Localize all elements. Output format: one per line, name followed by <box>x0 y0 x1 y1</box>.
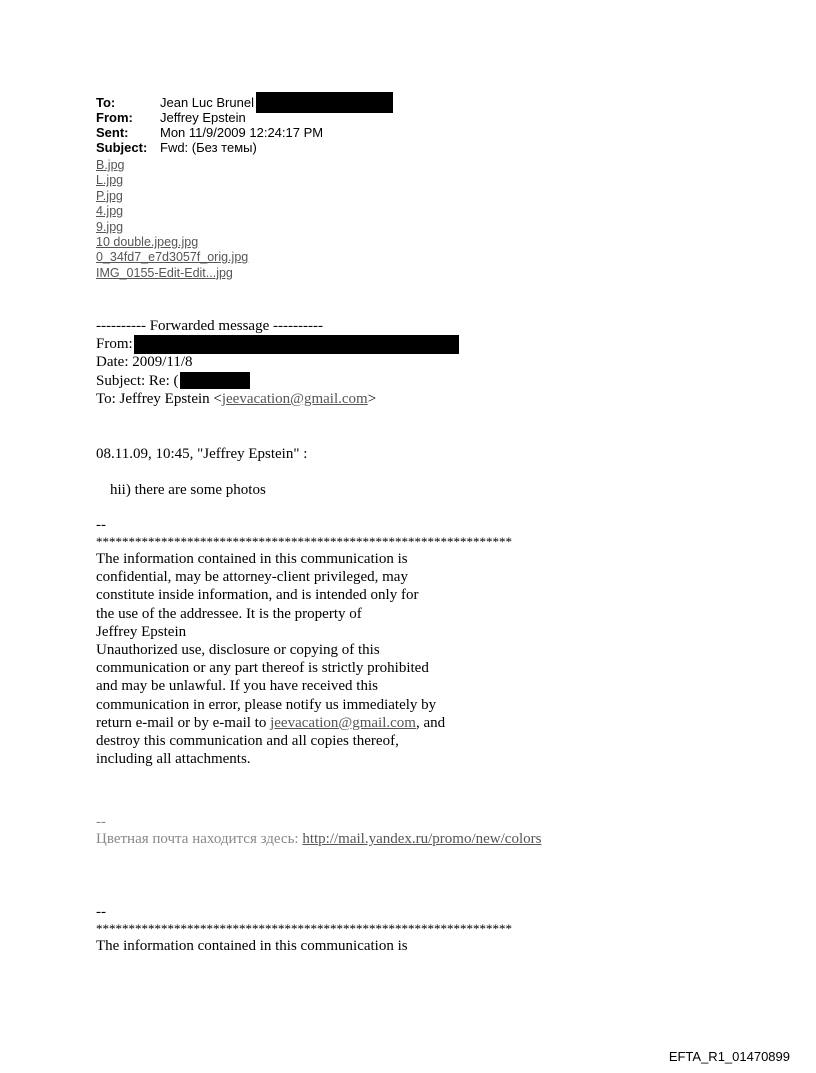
attachment-link[interactable]: P.jpg <box>96 188 123 203</box>
attachment-link[interactable]: 10 double.jpeg.jpg <box>96 234 199 249</box>
disclaimer-block <box>96 517 656 768</box>
document-id: EFTA_R1_01470899 <box>668 1049 790 1064</box>
disclaimer-line: confidential, may be attorney-client privileged, may <box>96 569 408 586</box>
yandex-dashes: -- <box>96 814 106 830</box>
signature-dashes: -- <box>96 904 106 920</box>
from-label: From: <box>96 110 133 125</box>
forwarded-to-suffix: > <box>367 390 377 407</box>
attachment-link[interactable]: B.jpg <box>96 158 125 172</box>
sent-row <box>96 125 436 140</box>
to-value: Jean Luc Brunel <box>160 95 254 110</box>
subject-value: Fwd: (Без темы) <box>160 140 257 155</box>
forwarded-to-prefix: To: Jeffrey Epstein < <box>96 390 222 407</box>
disclaimer-line: communication or any part thereof is strictly prohibited <box>96 660 429 677</box>
forwarded-divider: ---------- Forwarded message ---------- <box>96 318 323 334</box>
disclaimer-line: constitute inside information, and is intended only for <box>96 587 419 604</box>
signature-stars: **************************************************************** <box>96 534 512 549</box>
disclaimer-email-suffix: , and <box>415 714 446 731</box>
disclaimer-line: the use of the addressee. It is the property of <box>96 605 362 622</box>
attachment-link[interactable]: 0_34fd7_e7d3057f_orig.jpg <box>96 250 249 265</box>
disclaimer-email-line <box>96 714 656 732</box>
disclaimer-line: Jeffrey Epstein <box>96 623 187 640</box>
yandex-text: Цветная почта находится здесь: <box>96 831 303 847</box>
quote-attribution <box>96 445 307 463</box>
disclaimer-line: Unauthorized use, disclosure or copying of this <box>96 641 380 658</box>
forwarded-from-line <box>96 335 656 353</box>
signature-stars: **************************************************************** <box>96 921 512 936</box>
quote-attribution-text: 08.11.09, 10:45, "Jeffrey Epstein" : <box>96 446 308 462</box>
sent-value: Mon 11/9/2009 12:24:17 PM <box>160 125 324 140</box>
forwarded-from-label: From: <box>96 336 133 353</box>
forwarded-date-line: Date: 2009/11/8 <box>96 354 193 371</box>
disclaimer-line: The information contained in this communication is <box>96 938 408 954</box>
redaction-bar <box>180 372 250 389</box>
disclaimer-line: communication in error, please notify us immediately by <box>96 696 437 713</box>
attachment-link[interactable]: 4.jpg <box>96 204 124 219</box>
redaction-bar <box>134 335 459 354</box>
disclaimer-line: destroy this communication and all copies thereof, <box>96 732 399 749</box>
quoted-message <box>110 481 266 499</box>
disclaimer-line: The information contained in this communication is <box>96 551 408 567</box>
disclaimer-email-prefix: return e-mail or by e-mail to <box>96 714 271 731</box>
redaction-bar <box>256 92 393 113</box>
yandex-line <box>96 830 656 848</box>
disclaimer-email-link[interactable]: jeevacation@gmail.com <box>270 714 416 731</box>
sent-label: Sent: <box>96 125 129 140</box>
to-label: To: <box>96 95 116 110</box>
subject-label: Subject: <box>96 140 148 155</box>
signature-dashes: -- <box>96 517 106 533</box>
quoted-message-text: hii) there are some photos <box>110 482 266 498</box>
forwarded-to-email-link[interactable]: jeevacation@gmail.com <box>221 390 368 407</box>
disclaimer-line: and may be unlawful. If you have received this <box>96 678 378 695</box>
attachment-list <box>96 158 248 281</box>
yandex-link[interactable]: http://mail.yandex.ru/promo/new/colors <box>302 831 542 847</box>
attachment-link[interactable]: L.jpg <box>96 173 124 188</box>
subject-row <box>96 140 436 155</box>
attachment-link[interactable]: IMG_0155-Edit-Edit...jpg <box>96 265 233 280</box>
forwarded-subject-line <box>96 372 656 390</box>
to-row <box>96 95 436 110</box>
forwarded-subject-prefix: Subject: Re: ( <box>96 372 179 389</box>
disclaimer-line: including all attachments. <box>96 751 251 768</box>
from-value: Jeffrey Epstein <box>160 110 246 125</box>
email-header <box>96 95 436 155</box>
forwarded-message <box>96 317 656 408</box>
disclaimer-block-2 <box>96 904 656 955</box>
yandex-signature <box>96 814 656 848</box>
attachment-link[interactable]: 9.jpg <box>96 219 124 234</box>
forwarded-to-line <box>96 390 656 408</box>
